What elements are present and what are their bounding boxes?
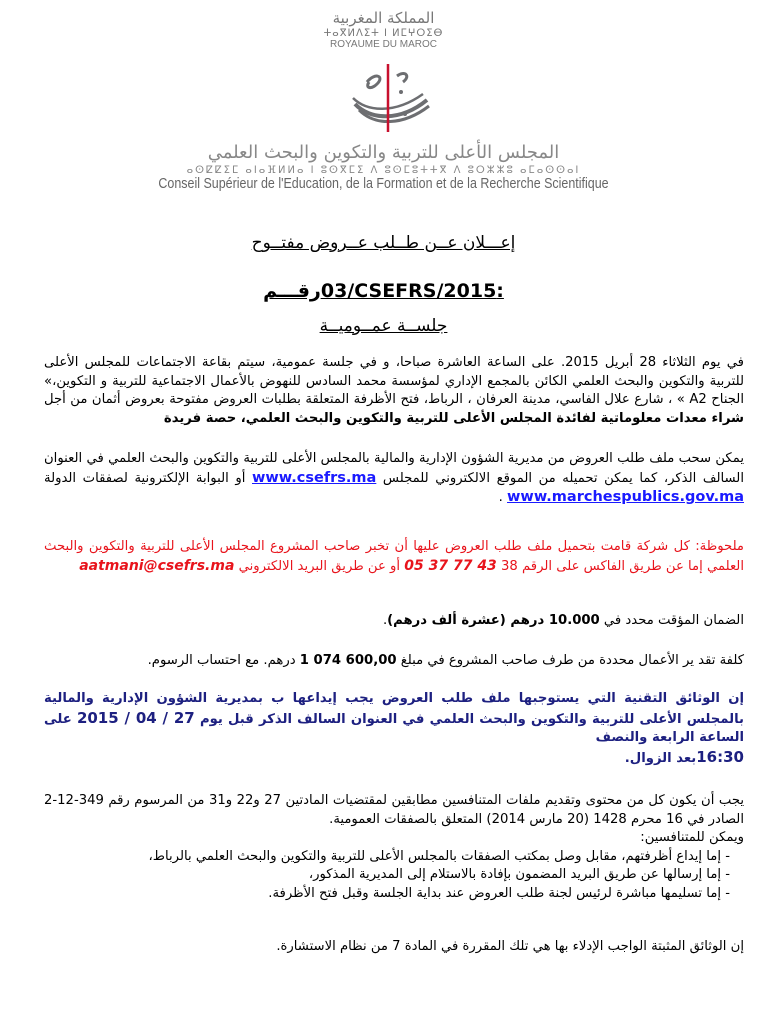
guarantee-text: الضمان المؤقت محدد في: [599, 613, 744, 628]
download-text-b: أو البوابة الإلكترونية لصفقات الدولة: [44, 470, 252, 486]
deadline-time: 16:30: [696, 747, 744, 766]
paragraph-requirements: [44, 792, 744, 903]
reference-value: 03/CSEFRS/2015: [320, 280, 497, 302]
paragraph-cost-estimate: [44, 652, 744, 671]
cost-text-a: كلفة تقد ير الأعمال محددة من طرف صاحب المشروع في مبلغ: [396, 653, 744, 668]
kingdom-name-tifinagh: ⵜⴰⴳⵍⴷⵉⵜ ⵏ ⵍⵎⵖⵔⵉⴱ: [323, 28, 444, 39]
kingdom-name-french: ROYAUME DU MAROC: [329, 39, 438, 50]
list-item: - إما إرسالها عن طريق البريد المضمون بإفادة بالاستلام إلى المديرية المذكور،: [308, 867, 730, 882]
note-text-b: أو عن طريق البريد الالكتروني: [234, 558, 405, 574]
options-intro: ويمكن للمتنافسين:: [640, 830, 744, 845]
kingdom-name-arabic: المملكة المغربية: [332, 9, 435, 27]
paragraph-opening: [44, 354, 744, 428]
council-name-arabic: المجلس الأعلى للتربية والتكوين والبحث العلمي: [207, 142, 560, 163]
deadline-text-b: على الساعة الرابعة والنصف: [44, 711, 744, 745]
cost-amount: 1 074 600,00: [299, 653, 397, 668]
requirements-text: يجب أن يكون كل من محتوى وتقديم ملفات المتنافسين مطابقين لمقتضيات المادتين 27 و22 و31 من المرسوم رقم 349-12-2 الصادر في 16 محرم 1428 (20 مارس 2014) المتعلق بالصفقات العمومية.: [44, 793, 745, 827]
reference-number: [0, 280, 767, 302]
deadline-date: 2015 / 04 / 27: [76, 708, 195, 727]
fax-number: 05 37 77 43: [404, 557, 497, 574]
submission-options-list: [44, 848, 744, 904]
download-end: .: [498, 490, 508, 505]
marchespublics-link[interactable]: www.marchespublics.gov.ma: [507, 489, 744, 505]
opening-text: في يوم الثلاثاء 28 أبريل 2015. على الساعة العاشرة صباحا، و في جلسة عمومية، سيتم بقاعة الاجتماعات للمجلس الأعلى للتربية والتكوين والبحث العلمي الكائن بالمجمع الإداري لمؤسسة محمد السادس للنهوض بالأعمال الاجتماعية للتربية و التكوين،» الجناح A2 » ، شارع علال الفاسي، مدينة العرفان ، الرباط، فتح الأظرفة المتعلقة بطلبات العروض مفتوحة بعروض أثمان من أجل: [44, 355, 744, 407]
paragraph-deadline: [44, 690, 744, 768]
csefrs-website-link[interactable]: www.csefrs.ma: [252, 469, 377, 486]
csefrs-logo-icon: [345, 62, 435, 134]
public-session-heading: جلســة عمــوميــة: [319, 316, 448, 336]
paragraph-download: [44, 450, 744, 508]
paragraph-supporting-documents: إن الوثائق المثبتة الواجب الإدلاء بها هي تلك المقررة في المادة 7 من نظام الاستشارة.: [276, 939, 744, 954]
list-item: - إما إيداع أظرفتهم، مقابل وصل بمكتب الصفقات بالمجلس الأعلى للتربية والتكوين والبحث العلمي بالرباط،: [148, 848, 730, 864]
council-name-french: Conseil Supérieur de l'Education, de la Formation et de la Recherche Scientifique: [158, 176, 609, 192]
deadline-end: بعد الزوال.: [624, 750, 697, 766]
paragraph-note: [44, 538, 744, 576]
announcement-title: إعـــلان عــن طــلب عــروض مفتــوح: [251, 233, 516, 253]
guarantee-end: .: [382, 613, 388, 628]
tender-subject: شراء معدات معلوماتية لفائدة المجلس الأعلى للتربية والتكوين والبحث العلمي، حصة فريدة: [163, 410, 744, 426]
note-text-a: ملحوظة: كل شركة قامت بتحميل ملف طلب العروض عليها أن تخبر صاحب المشروع المجلس الأعلى للتربية والتكوين والبحث العلمي إما عن طريق الفاكس على الرقم 38: [44, 539, 744, 574]
cost-text-b: درهم. مع احتساب الرسوم.: [147, 653, 300, 668]
reference-label: رقـــم:: [263, 280, 504, 302]
list-item: - إما تسليمها مباشرة لرئيس لجنة طلب العروض عند بداية الجلسة وقبل فتح الأظرفة.: [268, 885, 730, 901]
contact-email[interactable]: aatmani@csefrs.ma: [79, 557, 235, 574]
deadline-text-a: إن الوثائق التقنية التي يستوجبها ملف طلب العروض يجب إيداعها ب بمديرية الشؤون الإدارية والمالية بالمجلس الأعلى للتربية والتكوين والبحث العلمي في العنوان السالف الذكر قبل يوم: [44, 691, 744, 727]
paragraph-guarantee: [44, 612, 744, 631]
guarantee-amount: 10.000 درهم (عشرة ألف درهم): [387, 613, 600, 628]
council-name-tifinagh: ⴰⵙⵇⵇⵉⵎ ⴰⵏⴰⴼⵍⵍⴰ ⵏ ⵓⵙⴳⵎⵉ ⴷ ⵓⵙⵎⵓⵜⵜⴳ ⴷ ⵓⵔⵣⵣⵓ ⴰⵎⴰⵙⵙⴰⵏ: [186, 165, 581, 176]
letterhead: [0, 0, 767, 220]
download-text-a: يمكن سحب ملف طلب العروض من مديرية الشؤون الإدارية والمالية بالمجلس الأعلى للتربية والتكوين والبحث العلمي في العنوان السالف الذكر، كما يمكن تحميله من الموقع الالكتروني للمجلس: [44, 451, 744, 486]
